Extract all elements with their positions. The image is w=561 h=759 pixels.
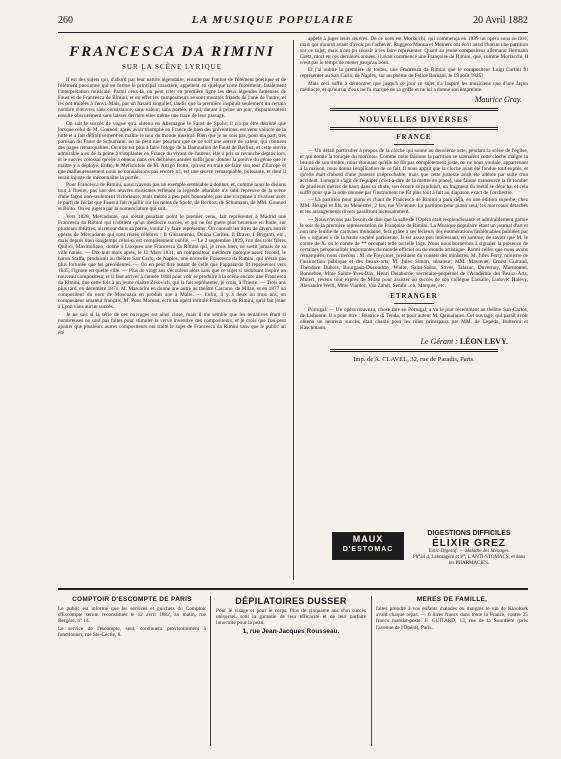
article-paragraph: Je ne sais si la série de ces ouvrages est ainsi close, mais il me semble que les tentatives étant si nombreuses ne sont pas faites pour stimuler la verve inventive des compositeurs, et je crois que l'on peut ajouter que plusieurs autres compositeurs ont traité le sujet de Francesca da Rimini sans que le public ait été [58, 311, 286, 336]
etranger-heading: ETRANGER [390, 292, 438, 301]
news-item: — Nous n'avons pas besoin de dire que la salle de l'Opéra était resplendissante et admirablement garnie le soir de la première représentation de Françoise de Rimini. La Musique populaire étant un journal d'art et non une feuille de caravaes mondaine, fera grâce à ses lecteurs des énumérations fashionables publiées par les « organes » de la haute société parisienne. Il est assez peu intéressant, en somme, de savoir que M. le comte de X. ou le comte de ** occupait telle ou telle loge. Nous nous bornerons à signaler la présence de certaines personnalités importantes du monde officiel ou du monde artistique. Parmi celles que nous avons remarquées, nous citerons : M. de Freycinet, président du conseil des ministres; M. Jules Ferry, ministre de l'instruction publique et des beaux-arts; M. Jules Simon, sénateur; MM. Massenet, Ernest Guiraud, Théodore Dubois, Bourgault-Ducoudray, Widor, Saint-Saëns, Stiver, Talazac, Duvernoy, Marmontel, Bonnehée, Mme Sainte-Yves-Bax, Henri Delaborde, secrétaire-perpétuel de l'Académie des Beaux-Arts, Muteri, revenu tout exprès de Milan pour assister au succès de son collègue Lassalle, Ludovic Halévy, Alexandre Weill, Mme Viardot, Van Zandt, Sembr...ch, Marquet, etc. [300, 216, 528, 290]
stomach-ads [330, 500, 528, 570]
maux-line2: D'ESTOMAC [342, 546, 394, 553]
france-heading: FRANCE [396, 132, 432, 141]
article-paragraph: Mais ceci suffit à démontrer que jusqu'à ce jour ce sujet n'a inspiré les musiciens que d'une façon médiocre, et qu'aucun d'eux ne l'a marqué de sa griffe et ne lui a donné son empreinte. [300, 80, 528, 93]
article-title: FRANCESCA DA RIMINI [69, 44, 275, 60]
left-column [58, 36, 286, 584]
article-paragraph: Pour Francesca de Rimini, nous n'avons pas un exemple semblable à donner, et, comme nous le disions tout à l'heure, pas une des œuvres musicales reflétant la légende adorable n'a subi l'épreuve de la scène d'une façon non-seulement victorieuse, mais même à peu près honorable, pas une n'a pensé à rivaliser avec le parti de l'éclat que Faust a fait rejaillir sur les noms de Spohr, de Berlioz, de Schumann, de MM. Gounod et Boïto. On en jugera par la nomenclature qui suit. [58, 182, 286, 213]
newspaper-page [58, 14, 528, 754]
gerant-line [300, 337, 508, 347]
comptoir-ad [58, 596, 206, 746]
advertisement-band [58, 588, 528, 750]
section-divider [330, 127, 498, 130]
small-divider [394, 144, 434, 145]
article-paragraph: appelé à juger leurs œuvres. De ce nom est Morlacchi, qui commença en 1839 un opéra sous ce titre, mais qui mourut avant d'avoir pu l'achever. Ruggero Manna et Meiners ont écrit aussi chacun une partition sur ce sujet, mais n'ont pu réussir à les faire représenter. Quant au jeune compositeur allemand Hermann Gœtz, mort en ces dernières années, il avait commencé une Françoise de Rimini, que, comme Morlacchi, il n'eut pas le temps de mener jusqu'au bout. [300, 36, 528, 67]
article-paragraph: On sait le succès de vogue qu'a obtenu en Allemagne le Faust de Spohr; il n'a pu être détrôné que lorsque celui de M. Gounod, après avoir triomphé en France de bien des préventions, est venu vaincre de la lutte et a fait définitivement en maître le tour du monde musical. Bien que je ne sois pas, pour ma part, très partisan du Faust de Schumann, on ne peut nier pourtant que ce ne soit une œuvre de valeur, qui contient des pages remarquables. On n'en est plus à faire l'éloge de la Damnation de Faust de Berlioz, et cette œuvre admirable a eu de la peine à s'implanter en France du vivant de l'auteur, elle a pris sa revanche depuis lors, et le succès colossal qu'elle a obtenu dans ces dernières années suffit pour donner la preuve du génie que le maître y a déployé. Enfin, le Mefistofele de M. Arrigo Boito, qui est en train de faire son tour d'Europe et que malheureusement nous ne connaissons pas encore ici, est une œuvre remarquable, puissante, et dont il serait injuste de méconnaître la portée. [58, 120, 286, 181]
section-divider [330, 108, 498, 111]
news-item: — La partition pour piano et chant de Francesca de Rimini a paru déjà, en une édition superbe, chez MM. Heugel et fils, au Ménestrel, 2 bis, rue Vivienne. La partition pour piano seul, les morceaux détachés et les arrangements divers paraîtront incessamment. [300, 197, 528, 216]
page-number: 260 [58, 15, 73, 26]
digestions-ad [410, 530, 528, 566]
depilatoires-ad [216, 596, 366, 746]
depilatoires-address: 1, rue Jean-Jacques Rousseau. [242, 627, 340, 635]
gerant-name: LÉON LEVY. [459, 337, 508, 347]
page-header [58, 14, 528, 33]
comptoir-text: Le public est informé que les services et guichets du Comptoir d'Escompte seront reconstitués le 12 avril 1882, au matin, rue Bergère, n° 14. [58, 606, 206, 625]
news-section-title: NOUVELLES DIVERSES [359, 114, 469, 124]
digestions-heading: DIGESTIONS DIFFICILES [427, 530, 511, 537]
meres-title: MÈRES DE FAMILLE, [416, 596, 488, 603]
article-signature: Maurice Gray. [474, 94, 522, 104]
article-paragraph: Vers 1828, Mercadante, qui n'était pourtant point le premier venu, fait représenter à Madrid une Francesca da Rimini qui n'obtient qu'un médiocre succès, et qui ne fut guère plus heureuse en Italie, sur plusieurs théâtres, au retour dans sa patrie, voulut l'y faire représenter. On connaît les titres de divers autres opéras de Mercadante qui sont restés célèbres : Il Giuramento, Donna Caritea, Il Bravo, I Briganti, etc., mais depuis bien longtemps celui-ci est complètement oublié. — Le 2 septembre 1829, l'un des trois frères Quilici, Maximiliano, donne à Lucques une Francesca da Rimini qui, je crois bien, ne sortit jamais de sa ville natale. — Dix-huit mois après, le 12 Mars 1831, un compositeur médiocre quoique assez fécond, le baron Staffa, produisait au théâtre San Carlo, de Naples, une nouvelle Francesca da Rimini, qui n'était pas plus fortunée que les précédentes. — On en peut dire autant de celle que Pappalardo fit représenter vers 1845, l'ignore en quelle ville. — Plus de vingt ans s'écoulent alors sans que ce sujet si séduisant inspire un nouveau compositeur, et il faut arriver à l'année 1868 pour voir se produire à la scène encore une Francesca da Rimini, due cette fois à un jeune maître Zesovich, qui la fait représenter, je crois, à Trieste. — Trois ans plus tard, en décembre 1871, M. Marcarini en donne une autre au théâtre Carcano, de Milan, et en 1877 un compositeur du nom de Moscuzza en produit une à Malte. — Enfin, il y a deux ou trois ans, un compositeur amateur français, M. Pons Moreau, écrit un opéra intitulé Francesca da Rimini, qu'il fait jouer à Lyon vans aucun succès. [58, 213, 286, 311]
elixir-name: ÉLIXIR GREZ [432, 538, 506, 549]
depilatoires-title: DÉPILATOIRES DUSSER [235, 596, 347, 606]
section-divider [330, 349, 498, 352]
news-item: Portugal. — Un opéra nouveau, chose rare en Portugal, a vu le jour récemment au théâtre San-Carlos, de Lisbonne. Il a pour titre : Beatrice di Tenda, et pour auteur M. Quinaranes. Cet ouvrage, qui paraît avoir obtenu un heureux succès, était chanté pour les rôles principaux par MM. de Cepeda, Bulterini et Kaschmann. [300, 307, 528, 332]
gerant-label: Le Gérant : [420, 337, 458, 347]
comptoir-title: COMPTOIR D'ESCOMPTE DE PARIS [72, 596, 192, 603]
issue-date: 20 Avril 1882 [473, 15, 528, 26]
elixir-tagline: Tonic-Digestif. — Maladie des Ménages. [428, 549, 510, 554]
small-divider [394, 303, 434, 304]
column-divider [293, 40, 294, 580]
newspaper-title: LA MUSIQUE POPULAIRE [191, 14, 355, 26]
article-paragraph: Il est des sujets qui, d'abord par leur nature légendaire, ensuite par l'union de l'élément poétique et de l'élément passionné qui en forme le principal caractère, appellent en quelque sorte forcément, fatalement l'interprétation musicale. Parmi ceux-là, on peut citer en première ligne les deux légendes fameuses de Faust et de Francesca de Rimini, et en effet les compositeurs se sont montrés friands de l'une de l'autre, et les ont traitées à l'envi. Mais, par un hasard singulier, tandis que la première inspirait seulement un certain nombre d'œuvres sans consistance, sans valeur, sans portée, et qui, durant à peine un jour, disparaissaient ensuite obscurément sans laisser derrière elles même une trace de leur passage. [58, 77, 286, 120]
depilatoires-text: Pour le visage et pour le corps. Plus de cinquante ans d'un succès universel, sont la garantie de leur efficacité et de leur parfaite innocuité pour la peau. [216, 608, 366, 627]
maux-line1: MAUX [352, 534, 384, 544]
meres-text: faites prendre à vos enfants malades ou maigres le vin de Kinobark avant chaque repas. — 6 litres francs dans toute la France, contre 25 francs mandat-poste. F. GUITARD, 13, rue de la Sourdière (près l'avenue de l'Opéra), Paris. [376, 606, 528, 631]
comptoir-text: Le service de l'escompte, seul, continuera provisoirement à fonctionner, rue Ste-Cécile, 8. [58, 625, 206, 638]
article-paragraph: Et j'ai oublié la première de toutes, une Francesca da Rimini que le compositeur Luigi Carlini fit représenter au San Carlo, de Naples, sur un poème de Felice Romani, le 19 août 1825! [300, 67, 528, 80]
printer-imprint: Imp. de A. CLAVEL, 32, rue de Paradis, Paris. [353, 356, 475, 364]
ad-divider [371, 596, 372, 746]
article-subtitle: SUR LA SCÈNE LYRIQUE [122, 63, 222, 71]
ad-divider [210, 596, 211, 746]
meres-ad [376, 596, 528, 746]
maux-ad [332, 532, 404, 560]
news-item: — Un détail particulier à propos de la cloche qui sonne au deuxième acte, pendant la scène de l'église, et qui donne la tonique du morceau. Comme nous faisions la partition se sonnaient cette cloche malgré la beauté de son timbre, nous étonnant qu'elle ne fût pas complètement juste, on ne nous voulaie, appartenant à la maison, nous donna l'explication de ce fait. Il nous apprit que la cloche avait été fondue tout exprès, et qu'elle était d'abord d'une justesse irréprochable, mais que cette justesse avait été altérée par suite d'un accident. Lorsqu'il s'agit de l'équiper (c'est-à-dire de la mettre en place), une fausse manœuvre la fit tomber de plusieurs mètres de haut; dans sa chute, son écorce se produisit, un fragment du métal se détacha, et cela suffit pour que la note donnée par l'instrument ne fût plus tout à fait au diapason exact de l'orchestre. [300, 147, 528, 197]
elixir-address: Ph°34 4, Laboragère et P°, L'ANTI-STOMACS, et dans les PHARMACIES. [412, 555, 526, 566]
